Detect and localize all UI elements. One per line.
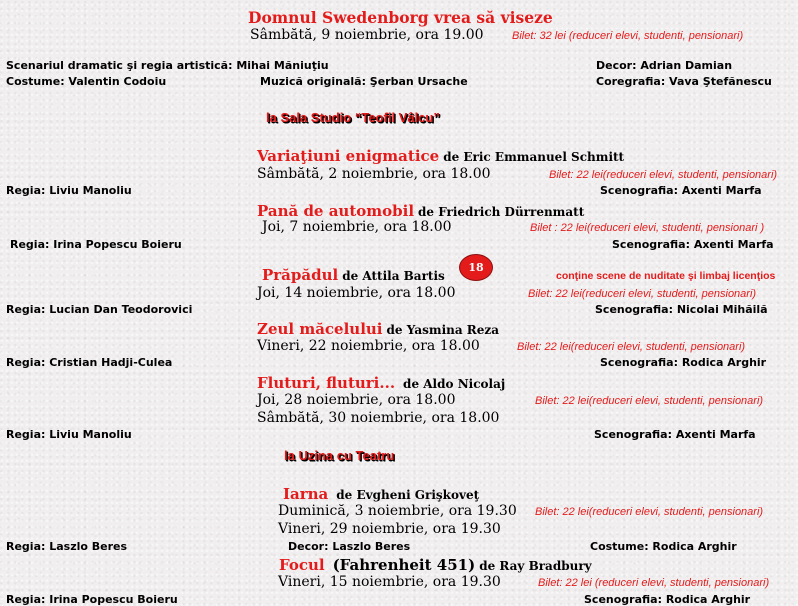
show-heading xyxy=(257,320,499,339)
show-title: Fluturi, fluturi... xyxy=(257,374,396,392)
show-date: Vineri, 22 noiembrie, ora 18.00 xyxy=(257,338,480,354)
content-warning: conţine scene de nuditate şi limbaj licenţios xyxy=(556,270,776,282)
show-date: Sâmbătă, 30 noiembrie, ora 18.00 xyxy=(257,410,500,426)
credit-director: Regia: Lucian Dan Teodorovici xyxy=(6,303,193,316)
show-title: Focul xyxy=(279,556,325,574)
credit-director: Regia: Laszlo Beres xyxy=(6,540,128,553)
credit-set: Scenografia: Axenti Marfa xyxy=(594,428,756,441)
ticket-price: Bilet: 22 lei(reduceri elevi, studenti, pensionari) xyxy=(535,395,764,407)
show-title: Prăpădul xyxy=(262,266,339,284)
show-heading xyxy=(257,374,505,393)
credit-director: Regia: Liviu Manoliu xyxy=(6,184,132,197)
credit-director: Regia: Liviu Manoliu xyxy=(6,428,132,441)
show-author: de Friedrich Dürrenmatt xyxy=(418,205,585,219)
credit-set: Scenografia: Rodica Arghir xyxy=(584,593,751,606)
show-title: Domnul Swedenborg vrea să viseze xyxy=(248,8,553,27)
show-title-subtitle: (Fahrenheit 451) xyxy=(332,556,476,574)
credit-set: Scenografia: Nicolai Mihăilă xyxy=(595,303,768,316)
show-author: de Aldo Nicolaj xyxy=(403,377,506,391)
credit-director: Regia: Cristian Hadji-Culea xyxy=(6,356,173,369)
show-author: de Evgheni Grişkoveţ xyxy=(336,488,480,502)
age-rating-badge: 18 xyxy=(459,254,493,281)
show-date: Sâmbătă, 9 noiembrie, ora 19.00 xyxy=(250,27,484,43)
show-date: Vineri, 15 noiembrie, ora 19.30 xyxy=(278,574,501,590)
show-date: Joi, 14 noiembrie, ora 18.00 xyxy=(257,285,456,301)
ticket-price: Bilet: 22 lei(reduceri elevi, studenti, pensionari) xyxy=(517,341,746,353)
credit-director: Regia: Irina Popescu Boieru xyxy=(10,238,182,251)
show-author: de Ray Bradbury xyxy=(479,559,592,573)
show-author: de Yasmina Reza xyxy=(386,323,499,337)
ticket-price: Bilet: 22 lei(reduceri elevi, studenti, pensionari) xyxy=(528,288,757,300)
ticket-price: Bilet: 32 lei (reduceri elevi, studenti, pensionari) xyxy=(512,30,744,42)
show-date: Joi, 28 noiembrie, ora 18.00 xyxy=(257,392,456,408)
credit-choreography: Coregrafia: Vava Ştefănescu xyxy=(596,75,772,88)
credit-costume: Costume: Valentin Codoiu xyxy=(6,75,167,88)
credit-decor: Decor: Adrian Damian xyxy=(596,59,733,72)
venue-heading-studio: la Sala Studio “Teofil Vâlcu” xyxy=(266,110,440,125)
show-title: Iarna xyxy=(283,485,329,503)
ticket-price: Bilet: 22 lei (reduceri elevi, studenti, pensionari) xyxy=(538,577,770,589)
ticket-price: Bilet: 22 lei(reduceri elevi, studenti, pensionari) xyxy=(535,506,764,518)
ticket-price: Bilet: 22 lei(reduceri elevi, studenti, pensionari) xyxy=(549,169,778,181)
show-date: Vineri, 29 noiembrie, ora 19.30 xyxy=(278,521,501,537)
show-title: Zeul măcelului xyxy=(257,320,383,338)
show-heading xyxy=(283,485,479,504)
show-date: Sâmbătă, 2 noiembrie, ora 18.00 xyxy=(257,166,491,182)
credit-set: Scenografia: Axenti Marfa xyxy=(612,238,774,251)
credit-costume: Costume: Rodica Arghir xyxy=(590,540,737,553)
credit-set: Scenografia: Rodica Arghir xyxy=(600,356,767,369)
venue-heading-uzina: la Uzina cu Teatru xyxy=(284,448,395,463)
ticket-price: Bilet : 22 lei(reduceri elevi, studenti, pensionari ) xyxy=(530,222,765,234)
show-author: de Eric Emmanuel Schmitt xyxy=(443,150,625,164)
show-title: Variaţiuni enigmatice xyxy=(257,147,440,165)
show-heading xyxy=(262,266,445,285)
credit-decor: Decor: Laszlo Beres xyxy=(288,540,411,553)
show-heading xyxy=(279,556,592,575)
credit-set: Scenografia: Axenti Marfa xyxy=(600,184,762,197)
credit-director: Regia: Irina Popescu Boieru xyxy=(6,593,178,606)
credit-music: Muzică originală: Şerban Ursache xyxy=(260,75,468,88)
credit-direction: Scenariul dramatic şi regia artistică: Mihai Măniuţiu xyxy=(6,59,329,72)
show-date: Duminică, 3 noiembrie, ora 19.30 xyxy=(278,503,517,519)
show-date: Joi, 7 noiembrie, ora 18.00 xyxy=(262,219,452,235)
show-heading xyxy=(257,147,624,166)
show-title: Pană de automobil xyxy=(257,202,415,220)
show-author: de Attila Bartis xyxy=(342,269,445,283)
